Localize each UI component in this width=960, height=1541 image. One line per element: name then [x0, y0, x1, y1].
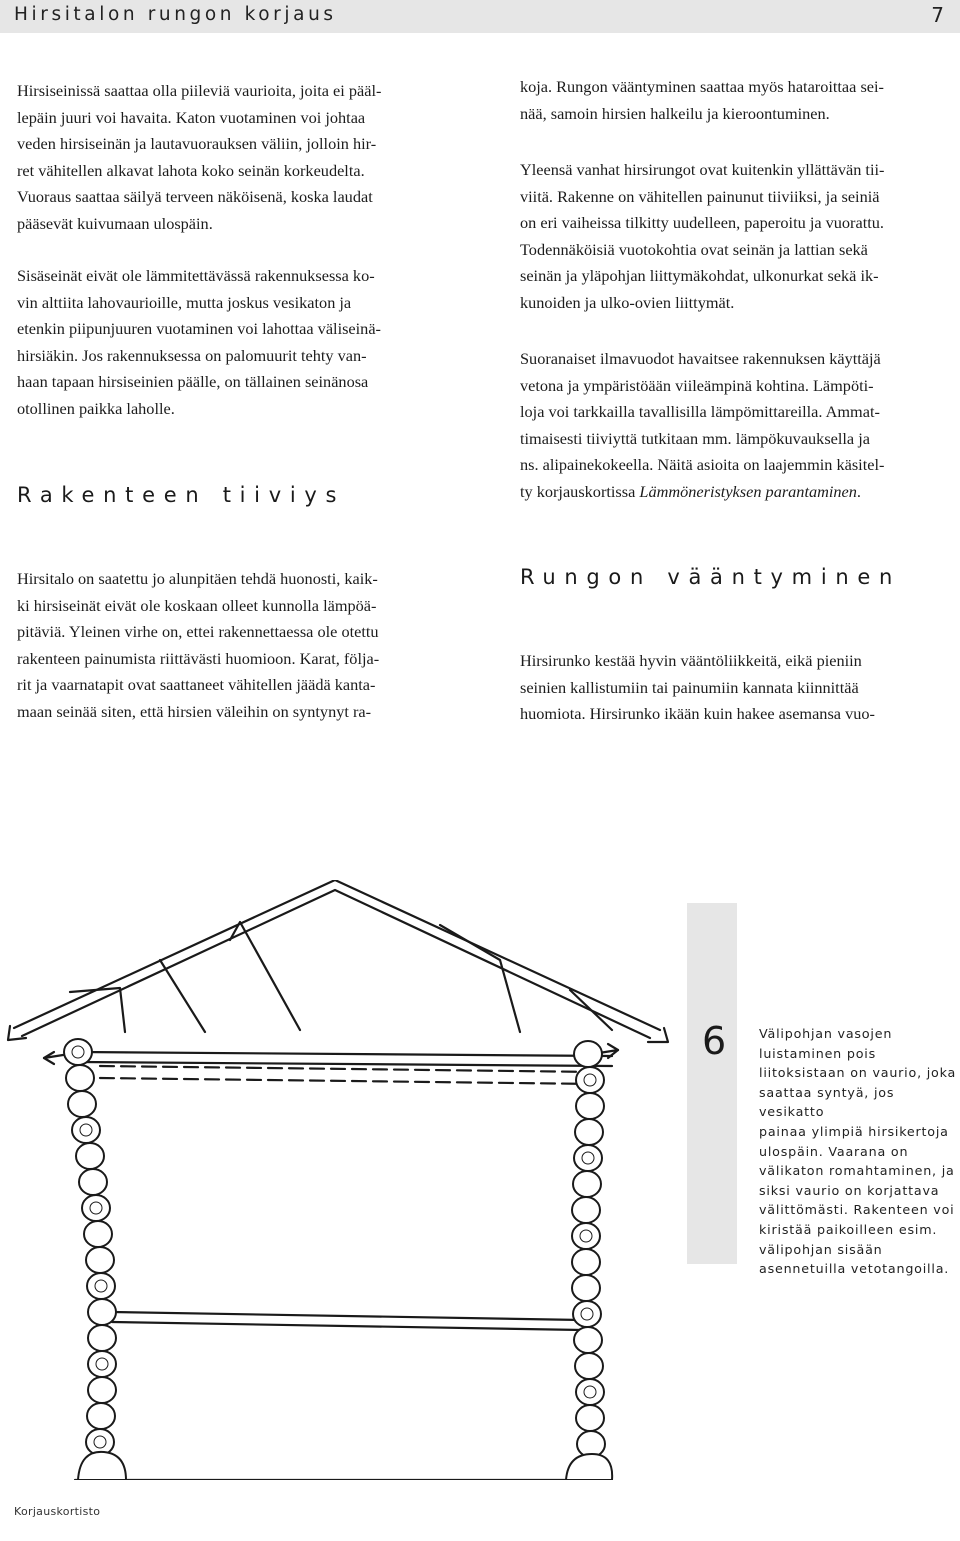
left-foundation-stone [78, 1452, 126, 1480]
log [575, 1353, 603, 1379]
log [88, 1325, 116, 1351]
paragraph-text: koja. Rungon vääntyminen saattaa myös hataroittaa sei- nää, samoin hirsien halkeilu ja kieroontuminen. [520, 77, 884, 123]
paragraph-text: Hirsirunko kestää hyvin vääntöliikkeitä, eikä pieniin seinien kallistumiin tai painumiin kannata kiinnittää huomiota. Hirsirunko ikään kuin hakee asemansa vuo- [520, 651, 875, 724]
right-foundation-stone [566, 1454, 612, 1480]
left-eave [8, 1026, 26, 1040]
page-footer: Korjauskortisto [14, 1505, 101, 1518]
left-log-wall [64, 1039, 126, 1480]
log [84, 1221, 112, 1247]
log [576, 1379, 604, 1405]
log [573, 1171, 601, 1197]
right-log-wall [566, 1041, 612, 1480]
ceiling-beam-top [80, 1052, 612, 1056]
log [72, 1117, 100, 1143]
right-rafter-strut [570, 990, 612, 1030]
paragraph-text: Hirsiseinissä saattaa olla piileviä vaurioita, joita ei pääl- lepäin juuri voi havaita. Katon vuotaminen voi johtaa veden hirsiseinän ja lautavuorauksen väliin, jolloin hir- ret vähitellen alkavat lahota koko seinän korkeudelta. Vuoraus saattaa säilyä terveen näköisenä, koska laudat pääsevät kuivumaan ulospäin. [17, 81, 382, 233]
right-paragraph-1 [520, 74, 960, 127]
log [574, 1327, 602, 1353]
log [575, 1119, 603, 1145]
section-heading-tightness: Rakenteen tiiviys [17, 483, 346, 507]
ceiling-joists-dashed [100, 1066, 598, 1072]
left-paragraph-2 [17, 263, 462, 423]
log [88, 1377, 116, 1403]
log [66, 1065, 94, 1091]
paragraph-text: Sisäseinät eivät ole lämmitettävässä rakennuksessa ko- vin alttiita lahovaurioille, mutta joskus vesikaton ja etenkin piipunjuuren vuotaminen voi lahottaa väliseinä- hirsiäkin. Jos rakennuksessa on palomuurit tehty van- haan tapaan hirsiseinien päälle, on tällainen seinänosa otollinen paikka laholle. [17, 266, 381, 418]
ceiling-joists-dashed-2 [100, 1078, 598, 1084]
card-reference-link: Lämmöneristyksen parantaminen [639, 481, 857, 501]
log [79, 1169, 107, 1195]
left-diagonal-strut [160, 960, 205, 1032]
roof-outer-line [14, 880, 660, 1030]
log [572, 1275, 600, 1301]
paragraph-text [520, 346, 960, 506]
paragraph-text-main: Suoranaiset ilmavuodot havaitsee rakennuksen käyttäjä vetona ja ympäristöään viileämpinä kohtina. Lämpöti- loja voi tarkkailla tavallisilla lämpömittareilla. Ammat- timaisesti tiiviyttä tutkitaan mm. lämpökuvauksella ja ns. alipainekokeella. Näitä asioita on laajemmin käsitel- ty korjauskortissa [520, 349, 885, 501]
log [576, 1067, 604, 1093]
log [64, 1039, 92, 1065]
figure-number-box [687, 903, 737, 1264]
twist-paragraph-1 [520, 648, 960, 728]
log [88, 1299, 116, 1325]
floor-line-top [112, 1312, 582, 1320]
right-king-strut [440, 925, 520, 1032]
figure-caption: Välipohjan vasojen luistaminen pois liitoksistaan on vaurio, joka saattaa syntyä, jos vesikatto painaa ylimpiä hirsikertoja ulospäin. Vaarana on välikaton romahtaminen, ja siksi vaurio on korjattava välittömästi. Rakenteen voi kiristää paikoilleen esim. välipohjan sisään asennetuilla vetotangoilla. [759, 1026, 957, 1277]
log [572, 1249, 600, 1275]
log [572, 1223, 600, 1249]
log [88, 1351, 116, 1377]
log-rings [72, 1046, 596, 1448]
figure-number: 6 [702, 1019, 727, 1063]
log [76, 1143, 104, 1169]
log [576, 1093, 604, 1119]
log [68, 1091, 96, 1117]
log [82, 1195, 110, 1221]
floor-line-bottom [112, 1322, 582, 1330]
log [87, 1273, 115, 1299]
roof-inner-line [22, 890, 650, 1038]
paragraph-text: Yleensä vanhat hirsirungot ovat kuitenkin yllättävän tii- viitä. Rakenne on vähitellen painunut tiiviiksi, ja seiniä on eri vaiheissa tilkitty uudelleen, paperoitu ja vuorattu. Todennäköisiä vuotokohtia ovat seinän ja lattian sekä seinän ja yläpohjan liittymäkohdat, ulkonurkat sekä ik- kunoiden ja ulko-ovien liittymät. [520, 160, 885, 312]
log [574, 1041, 602, 1067]
paragraph-end: . [856, 481, 861, 501]
right-paragraph-3 [520, 346, 960, 506]
page-header-title: Hirsitalon rungon korjaus [14, 4, 337, 25]
log [572, 1197, 600, 1223]
log [576, 1405, 604, 1431]
log [574, 1145, 602, 1171]
log [573, 1301, 601, 1327]
left-paragraph-1 [17, 78, 462, 238]
log [86, 1247, 114, 1273]
page-number: 7 [931, 3, 944, 27]
left-king-strut [230, 922, 300, 1030]
right-paragraph-2 [520, 157, 960, 317]
header-bar [0, 0, 960, 33]
paragraph-text: Hirsitalo on saatettu jo alunpitäen tehdä huonosti, kaik- ki hirsiseinät eivät ole koskaan olleet kunnolla lämpöä- pitäviä. Yleinen virhe on, ettei rakennettaessa ole otettu rakenteen painumista riittävästi huomioon. Karat, följa- rit ja vaarnatapit ovat saattaneet vähitellen jäädä kanta- maan seinää siten, että hirsien väleihin on syntynyt ra- [17, 569, 380, 721]
tightness-paragraph-1 [17, 566, 462, 726]
ceiling-beam-bottom [80, 1062, 612, 1066]
house-cross-section-drawing [0, 880, 680, 1480]
section-heading-twist: Rungon vääntyminen [520, 565, 901, 589]
log [87, 1403, 115, 1429]
